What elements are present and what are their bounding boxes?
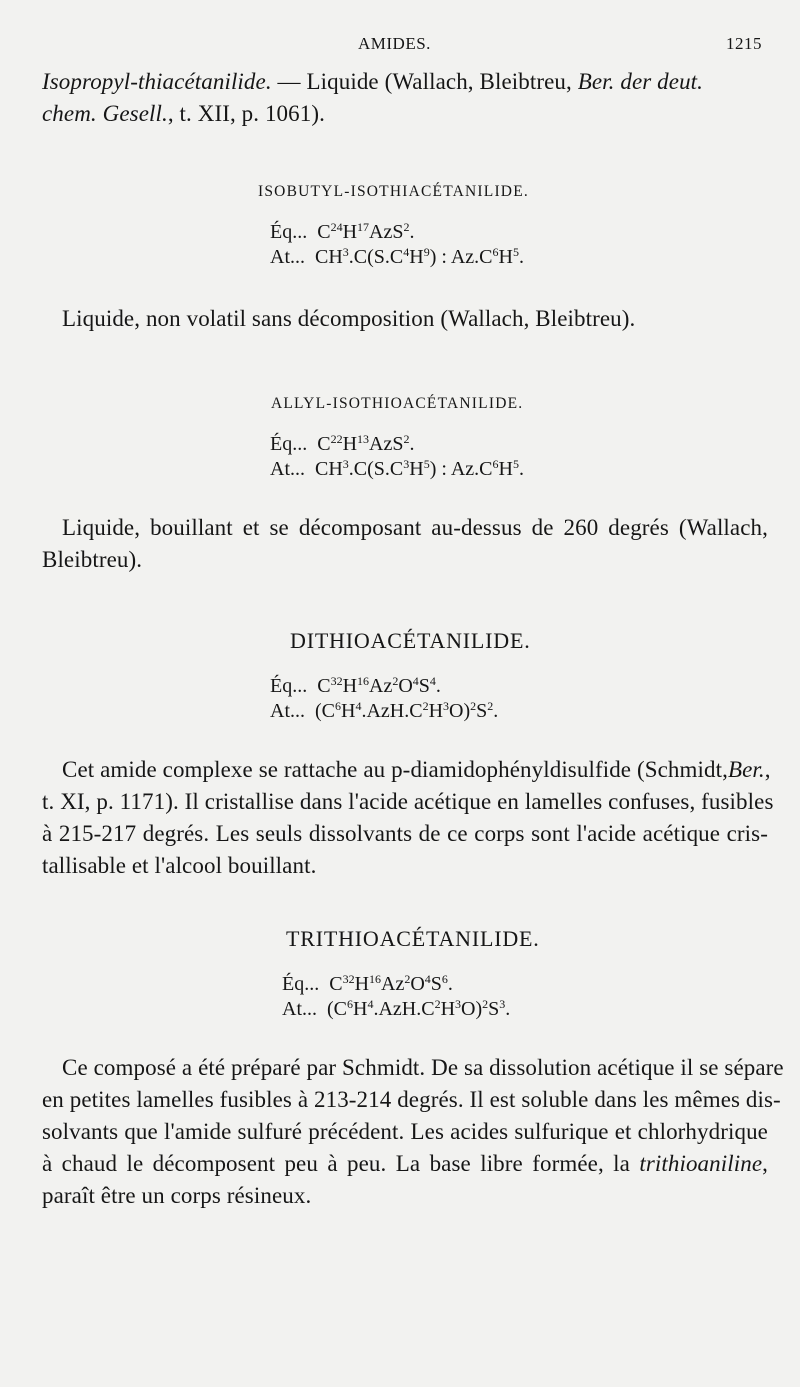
isobutyl-eq-formula: Éq... $C^{24}H^{17}AzS^2$.	[270, 220, 415, 243]
dithio-description	[42, 754, 774, 882]
dithio-line1: Cet amide complexe se rattache au p-diamidophényldisulfide (Schmidt,	[62, 757, 728, 782]
intro-journal: Ber. der deut.	[577, 69, 704, 94]
eq-label: Éq...	[270, 675, 308, 697]
intro-line2-text: , t. XII, p. 1061).	[167, 101, 325, 126]
trithio-line3: solvants que l'amide sulfuré précédent. Les acides sulfurique et chlorhydrique	[42, 1119, 768, 1144]
dithio-eq-formula: Éq... $C^{32}H^{16}Az^2O^4S^4$.	[270, 674, 441, 697]
isobutyl-description: Liquide, non volatil sans décomposition (Wallach, Bleibtreu).	[62, 306, 636, 331]
section-title-trithio: TRITHIOACÉTANILIDE.	[286, 926, 540, 951]
dithio-line3: à 215-217 degrés. Les seuls dissolvants de ce corps sont l'acide acétique cris-	[42, 821, 768, 846]
section-title-allyl: ALLYL-ISOTHIOACÉTANILIDE.	[271, 395, 524, 412]
allyl-description	[42, 512, 768, 576]
allyl-line1: Liquide, bouillant et se décomposant au-dessus de 260 degrés (Wallach,	[62, 515, 768, 540]
trithio-line5: paraît être un corps résineux.	[42, 1183, 312, 1208]
dithio-line1-end: ,	[764, 757, 771, 782]
allyl-line2: Bleibtreu).	[42, 547, 143, 572]
intro-paragraph	[42, 66, 768, 130]
running-header-title: AMIDES.	[358, 34, 431, 53]
eq-label: Éq...	[282, 973, 320, 995]
eq-label: Éq...	[270, 221, 308, 243]
at-label: At...	[282, 998, 317, 1020]
dithio-journal: Ber.	[727, 757, 765, 782]
trithio-description	[42, 1052, 784, 1212]
at-label: At...	[270, 246, 305, 268]
trithio-line4-end: ,	[762, 1151, 768, 1176]
allyl-eq-formula: Éq... $C^{22}H^{13}AzS^2$.	[270, 432, 415, 455]
dithio-at-formula: At... $(C^6H^4.AzH.C^2H^3O)^2S^2$.	[270, 699, 499, 722]
trithio-line4: à chaud le décomposent peu à peu. La base libre formée, la	[42, 1151, 640, 1176]
trithio-compound: trithioaniline	[639, 1151, 763, 1176]
isobutyl-at-formula: At... $CH^3.C(S.C^4H^9)$ : $Az.C^6H^5$.	[270, 245, 524, 268]
intro-journal-cont: chem. Gesell.	[42, 101, 168, 126]
section-title-isobutyl: ISOBUTYL-ISOTHIACÉTANILIDE.	[258, 183, 529, 200]
eq-label: Éq...	[270, 433, 308, 455]
trithio-line1: Ce composé a été préparé par Schmidt. De sa dissolution acétique il se sépare	[62, 1055, 784, 1080]
dithio-line4: tallisable et l'alcool bouillant.	[42, 853, 317, 878]
page-number: 1215	[726, 34, 762, 53]
dithio-line2: t. XI, p. 1171). Il cristallise dans l'acide acétique en lamelles confuses, fusibles	[42, 789, 774, 814]
at-label: At...	[270, 458, 305, 480]
intro-line1-text: — Liquide (Wallach, Bleibtreu,	[271, 69, 578, 94]
trithio-eq-formula: Éq... $C^{32}H^{16}Az^2O^4S^6$.	[282, 972, 453, 995]
section-title-dithio: DITHIOACÉTANILIDE.	[290, 628, 531, 653]
at-label: At...	[270, 700, 305, 722]
allyl-at-formula: At... $CH^3.C(S.C^3H^5)$ : $Az.C^6H^5$.	[270, 457, 524, 480]
intro-compound-name: Isopropyl-thiacétanilide.	[42, 69, 272, 94]
trithio-line2: en petites lamelles fusibles à 213-214 degrés. Il est soluble dans les mêmes dis-	[42, 1087, 781, 1112]
trithio-at-formula: At... $(C^6H^4.AzH.C^2H^3O)^2S^3$.	[282, 997, 511, 1020]
